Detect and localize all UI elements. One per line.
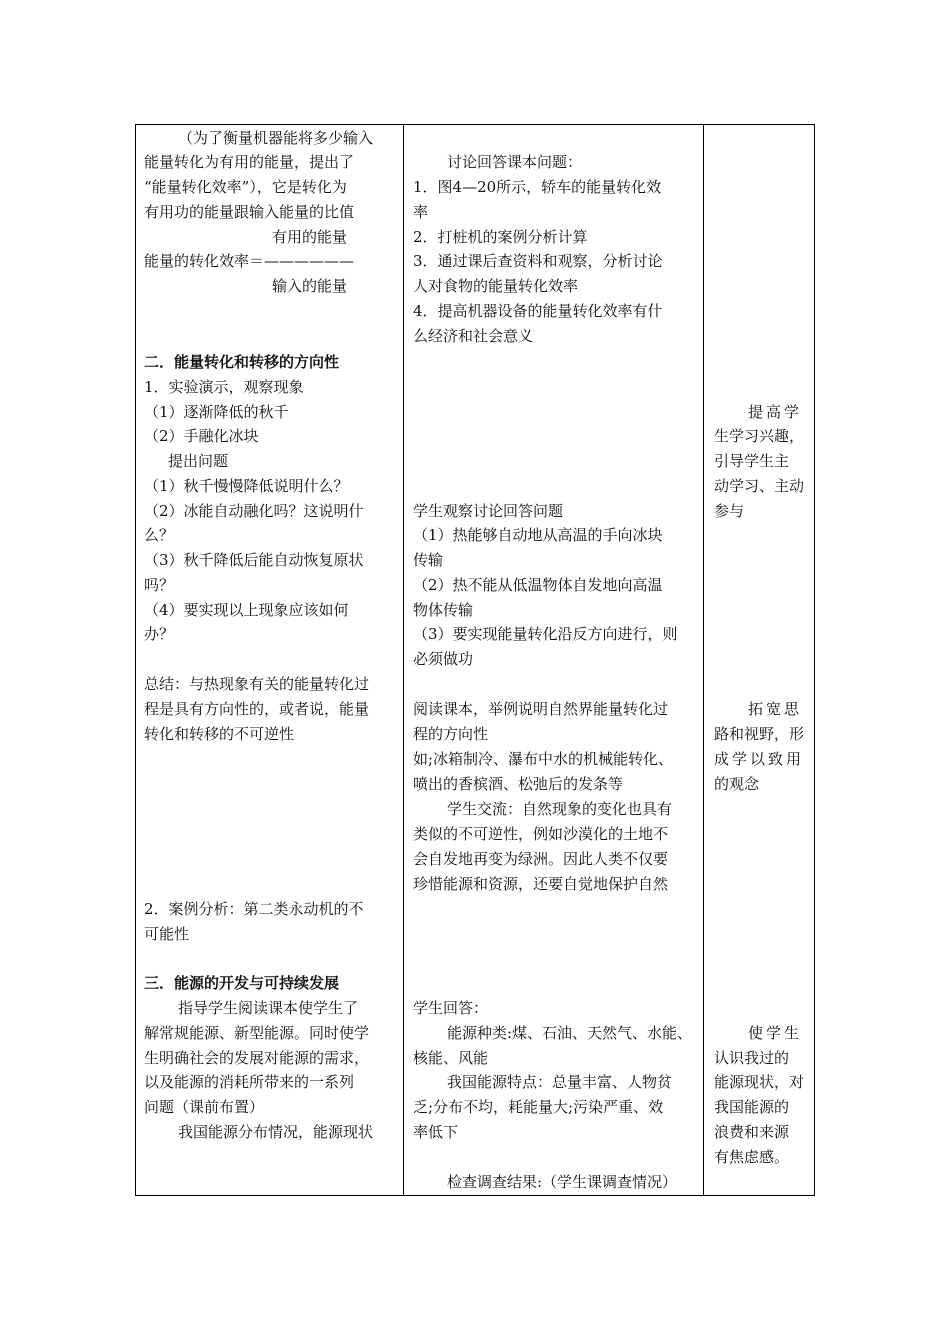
text-line: 讨论回答课本问题：: [447, 153, 583, 171]
text-line: 能源现状，对: [714, 1073, 805, 1091]
text-line: 率低下: [413, 1123, 459, 1141]
text-line: 乏;分布不均，耗能量大;污染严重、效: [413, 1098, 664, 1116]
text-line: 引导学生主: [714, 452, 790, 470]
text-line: 指导学生阅读课本使学生了: [178, 999, 359, 1017]
design-intent-cell: [704, 125, 816, 1195]
text-line: 学生交流：自然现象的变化也具有: [447, 800, 673, 818]
text-line: 办？: [144, 625, 175, 643]
formula-denominator: 输入的能量: [272, 277, 348, 295]
text-line: 有焦虑感。: [714, 1148, 790, 1166]
section-heading: 二．能量转化和转移的方向性: [144, 353, 340, 371]
text-line: 转化和转移的不可逆性: [144, 725, 295, 743]
text-line: （为了衡量机器能将多少输入: [178, 129, 374, 147]
student-activity-cell: [404, 125, 703, 1195]
text-line: 人对食物的能量转化效率: [413, 277, 579, 295]
text-line: 3．通过课后查资料和观察，分析讨论: [413, 252, 663, 270]
text-line: 提出问题: [168, 452, 229, 470]
text-line: （2）手融化冰块: [144, 427, 259, 445]
text-line: 2．案例分析：第二类永动机的不: [144, 900, 364, 918]
text-line: 认识我过的: [714, 1049, 790, 1067]
text-line: 能源种类:煤、石油、天然气、水能、: [447, 1024, 693, 1042]
text-line: 总结：与热现象有关的能量转化过: [144, 675, 370, 693]
formula-line: 能量的转化效率＝——————: [144, 252, 355, 270]
text-line: （4）要实现以上现象应该如何: [144, 601, 349, 619]
text-line: 检查调查结果:（学生课调查情况）: [447, 1173, 678, 1191]
text-line: 提高学: [748, 403, 803, 421]
text-line: 1．图4—20所示，轿车的能量转化效: [413, 178, 662, 196]
text-line: 可能性: [144, 925, 190, 943]
text-line: 我国能源分布情况，能源现状: [178, 1123, 374, 1141]
text-line: 有用功的能量跟输入能量的比值: [144, 203, 355, 221]
text-line: 会自发地再变为绿洲。因此人类不仅要: [413, 850, 669, 868]
text-line: 程的方向性: [413, 725, 489, 743]
text-line: （2）热不能从低温物体自发地向高温: [413, 576, 663, 594]
text-line: 我国能源的: [714, 1098, 790, 1116]
lesson-plan-table: [135, 124, 815, 1196]
text-line: 学生观察讨论回答问题: [413, 502, 564, 520]
text-line: （1）热能够自动地从高温的手向冰块: [413, 526, 663, 544]
formula-numerator: 有用的能量: [272, 228, 348, 246]
text-line: 物体传输: [413, 601, 474, 619]
text-line: 成学以致用: [714, 750, 805, 768]
text-line: 的观念: [714, 775, 760, 793]
text-line: 喷出的香槟酒、松弛后的发条等: [413, 775, 624, 793]
text-line: （1）秋千慢慢降低说明什么？: [144, 477, 349, 495]
section-heading: 三．能源的开发与可持续发展: [144, 974, 340, 992]
text-line: 动学习、主动: [714, 477, 805, 495]
text-line: （1）逐渐降低的秋千: [144, 403, 289, 421]
text-line: 以及能源的消耗所带来的一系列: [144, 1073, 355, 1091]
text-line: （3）秋千降低后能自动恢复原状: [144, 551, 364, 569]
text-line: 率: [413, 203, 429, 221]
teacher-activity-cell: [136, 125, 403, 1195]
text-line: （3）要实现能量转化沿反方向进行，则: [413, 625, 678, 643]
text-line: 珍惜能源和资源，还要自觉地保护自然: [413, 875, 669, 893]
text-line: 么？: [144, 526, 175, 544]
text-line: 生明确社会的发展对能源的需求，: [144, 1049, 370, 1067]
text-line: 学生回答：: [413, 999, 489, 1017]
text-line: 浪费和来源: [714, 1123, 790, 1141]
text-line: 吗？: [144, 576, 175, 594]
text-line: 问题（课前布置）: [144, 1098, 265, 1116]
text-line: 拓宽思: [748, 700, 803, 718]
text-line: 必须做功: [413, 650, 474, 668]
text-line: 使学生: [748, 1024, 803, 1042]
text-line: 2．打桩机的案例分析计算: [413, 228, 588, 246]
text-line: 参与: [714, 502, 745, 520]
text-line: “能量转化效率”），它是转化为: [144, 178, 347, 196]
text-line: 如;冰箱制冷、瀑布中水的机械能转化、: [413, 750, 674, 768]
text-line: 阅读课本，举例说明自然界能量转化过: [413, 700, 669, 718]
text-line: 能量转化为有用的能量，提出了: [144, 153, 355, 171]
text-line: 路和视野，形: [714, 725, 805, 743]
text-line: 核能、风能: [413, 1049, 489, 1067]
text-line: 程是具有方向性的，或者说，能量: [144, 700, 370, 718]
text-line: 么经济和社会意义: [413, 327, 534, 345]
text-line: 解常规能源、新型能源。同时使学: [144, 1024, 370, 1042]
text-line: （2）冰能自动融化吗？这说明什: [144, 502, 364, 520]
text-line: 1．实验演示，观察现象: [144, 378, 304, 396]
text-line: 生学习兴趣，: [714, 427, 805, 445]
text-line: 我国能源特点：总量丰富、人物贫: [447, 1073, 673, 1091]
text-line: 4．提高机器设备的能量转化效率有什: [413, 302, 663, 320]
text-line: 类似的不可逆性，例如沙漠化的土地不: [413, 825, 669, 843]
text-line: 传输: [413, 551, 444, 569]
